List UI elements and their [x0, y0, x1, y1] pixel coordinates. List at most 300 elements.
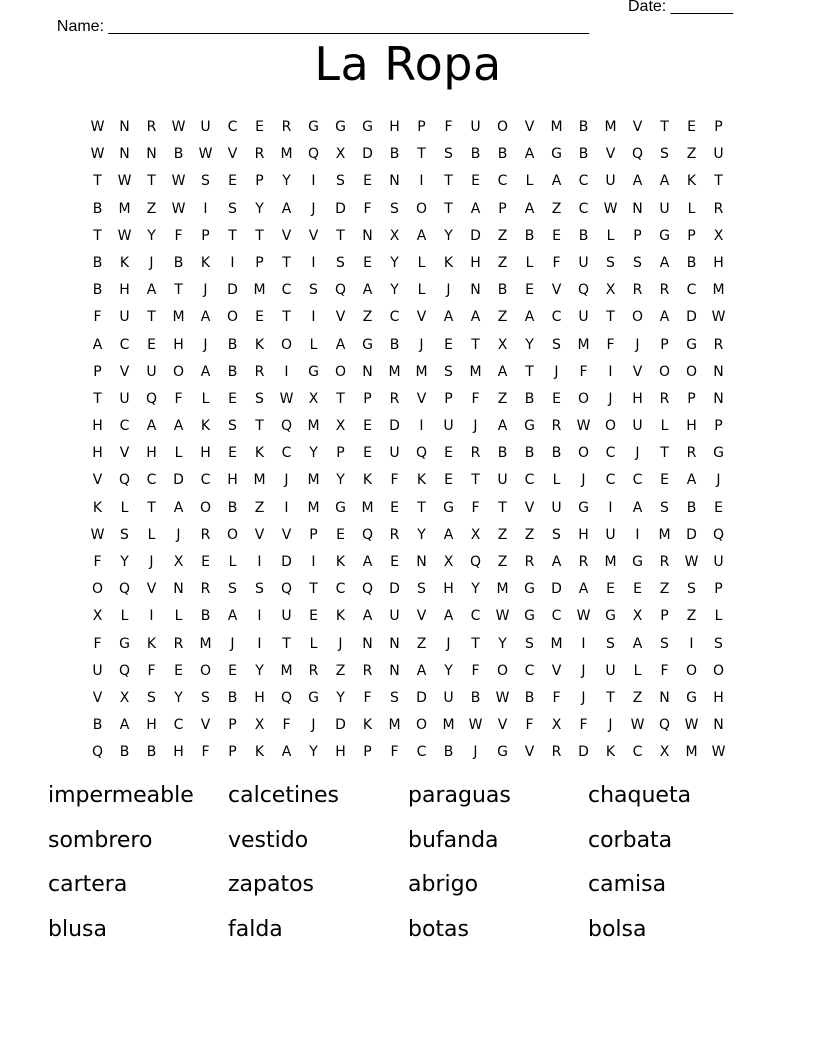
grid-letter: B: [443, 744, 454, 761]
grid-letter: R: [713, 200, 724, 217]
grid-letter: I: [149, 608, 154, 625]
grid-letter: A: [551, 173, 562, 190]
grid-letter: A: [578, 581, 589, 598]
grid-letter: R: [389, 390, 400, 407]
grid-letter: Q: [361, 526, 374, 543]
grid-letter: F: [363, 689, 372, 706]
grid-letter: H: [713, 254, 724, 271]
grid-letter: A: [524, 200, 535, 217]
grid-letter: J: [149, 254, 154, 271]
grid-letter: E: [363, 418, 372, 435]
grid-letter: S: [417, 581, 426, 598]
grid-letter: T: [471, 635, 480, 652]
grid-letter: D: [362, 146, 373, 163]
grid-letter: B: [92, 282, 103, 299]
grid-letter: G: [686, 336, 697, 353]
grid-letter: E: [390, 499, 399, 516]
grid-letter: K: [119, 254, 130, 271]
grid-letter: A: [686, 472, 697, 489]
word-bank-item: cartera: [48, 872, 128, 897]
grid-letter: B: [686, 254, 697, 271]
grid-letter: K: [200, 254, 211, 271]
grid-letter: C: [416, 744, 427, 761]
grid-letter: E: [633, 581, 642, 598]
grid-letter: T: [309, 581, 318, 598]
grid-letter: K: [362, 472, 373, 489]
grid-letter: U: [551, 499, 562, 516]
grid-letter: U: [281, 608, 292, 625]
grid-letter: F: [471, 499, 480, 516]
grid-letter: I: [311, 554, 316, 570]
grid-letter: U: [389, 445, 400, 462]
grid-letter: B: [119, 744, 130, 761]
grid-letter: U: [659, 200, 670, 217]
grid-letter: E: [228, 173, 237, 190]
grid-letter: O: [199, 499, 212, 516]
grid-letter: T: [282, 635, 291, 652]
grid-letter: R: [551, 418, 562, 435]
grid-letter: W: [576, 418, 591, 435]
grid-letter: M: [307, 472, 320, 489]
grid-letter: C: [146, 472, 157, 489]
grid-letter: X: [659, 744, 670, 761]
grid-letter: W: [198, 146, 213, 163]
grid-letter: S: [390, 689, 399, 706]
grid-letter: A: [632, 499, 643, 516]
grid-letter: B: [389, 336, 400, 353]
grid-letter: K: [254, 336, 265, 353]
grid-letter: R: [173, 635, 184, 652]
grid-letter: X: [335, 418, 346, 435]
grid-letter: G: [524, 581, 535, 598]
grid-letter: W: [711, 744, 726, 761]
grid-letter: V: [281, 526, 292, 543]
grid-letter: I: [311, 309, 316, 326]
grid-letter: V: [119, 445, 130, 462]
grid-letter: Q: [91, 744, 104, 761]
word-bank-item: calcetines: [228, 783, 339, 808]
grid-letter: W: [603, 200, 618, 217]
grid-letter: N: [119, 146, 130, 163]
grid-letter: I: [257, 554, 262, 570]
grid-letter: K: [92, 499, 103, 516]
grid-letter: J: [635, 445, 640, 462]
grid-letter: M: [388, 717, 401, 734]
grid-letter: L: [525, 173, 534, 190]
grid-letter: Y: [174, 689, 183, 706]
grid-letter: U: [443, 418, 454, 435]
grid-letter: C: [497, 173, 508, 190]
grid-letter: O: [415, 717, 428, 734]
grid-letter: S: [255, 390, 264, 407]
grid-letter: M: [577, 336, 590, 353]
grid-letter: M: [496, 581, 509, 598]
grid-letter: A: [443, 526, 454, 543]
grid-letter: R: [524, 554, 535, 570]
grid-letter: B: [686, 499, 697, 516]
grid-letter: W: [630, 717, 645, 734]
grid-letter: O: [91, 581, 104, 598]
grid-letter: E: [363, 254, 372, 271]
grid-letter: F: [201, 744, 210, 761]
grid-letter: L: [714, 608, 723, 625]
grid-letter: E: [444, 336, 453, 353]
grid-letter: S: [201, 689, 210, 706]
grid-letter: Z: [497, 227, 508, 244]
grid-letter: U: [605, 173, 616, 190]
grid-letter: P: [363, 390, 372, 407]
grid-letter: A: [524, 146, 535, 163]
grid-letter: Y: [498, 635, 507, 652]
grid-letter: Y: [120, 554, 129, 570]
grid-letter: X: [254, 717, 265, 734]
grid-letter: D: [335, 200, 346, 217]
word-bank-item: sombrero: [48, 827, 153, 853]
grid-letter: D: [686, 309, 697, 326]
grid-letter: V: [524, 499, 535, 516]
grid-letter: Z: [146, 200, 157, 217]
grid-letter: O: [280, 336, 293, 353]
grid-letter: Y: [525, 336, 534, 353]
grid-letter: A: [362, 608, 373, 625]
grid-letter: B: [227, 689, 238, 706]
grid-letter: W: [468, 717, 483, 734]
grid-letter: S: [687, 581, 696, 598]
grid-letter: A: [470, 309, 481, 326]
grid-letter: M: [685, 744, 698, 761]
grid-letter: L: [309, 635, 318, 652]
grid-letter: Q: [334, 282, 347, 299]
grid-letter: R: [659, 282, 670, 299]
grid-letter: C: [119, 418, 130, 435]
grid-letter: K: [416, 472, 427, 489]
grid-letter: V: [146, 581, 157, 598]
grid-letter: B: [470, 689, 481, 706]
grid-letter: O: [658, 363, 671, 380]
grid-letter: O: [334, 363, 347, 380]
grid-letter: P: [228, 717, 237, 734]
grid-letter: U: [578, 309, 589, 326]
grid-letter: S: [228, 200, 237, 217]
grid-letter: F: [444, 119, 453, 135]
grid-letter: C: [632, 472, 643, 489]
grid-letter: F: [471, 662, 480, 679]
grid-letter: F: [525, 717, 534, 734]
grid-letter: Y: [255, 662, 264, 679]
grid-letter: O: [496, 119, 509, 135]
grid-letter: J: [608, 390, 613, 407]
grid-letter: F: [363, 200, 372, 217]
grid-letter: O: [496, 662, 509, 679]
grid-letter: M: [442, 717, 455, 734]
grid-letter: T: [255, 227, 264, 244]
grid-letter: Y: [471, 581, 480, 598]
grid-letter: E: [255, 119, 264, 135]
grid-letter: W: [117, 173, 132, 190]
grid-letter: P: [93, 363, 102, 380]
grid-letter: E: [255, 309, 264, 326]
grid-letter: G: [362, 119, 373, 135]
grid-letter: V: [551, 662, 562, 679]
grid-letter: M: [415, 363, 428, 380]
grid-letter: C: [227, 119, 238, 135]
grid-letter: Z: [254, 499, 265, 516]
grid-letter: C: [578, 200, 589, 217]
grid-letter: X: [470, 526, 481, 543]
grid-letter: G: [335, 119, 346, 135]
grid-letter: R: [686, 445, 697, 462]
grid-letter: H: [713, 689, 724, 706]
grid-letter: F: [552, 254, 561, 271]
grid-letter: T: [417, 499, 426, 516]
grid-letter: G: [335, 499, 346, 516]
grid-letter: M: [253, 472, 266, 489]
grid-letter: J: [473, 418, 478, 435]
grid-letter: B: [578, 146, 589, 163]
grid-letter: U: [119, 390, 130, 407]
grid-letter: C: [389, 309, 400, 326]
word-search-grid: [84, 114, 732, 762]
grid-letter: E: [660, 472, 669, 489]
grid-letter: Y: [390, 254, 399, 271]
grid-letter: M: [604, 119, 617, 135]
grid-letter: Y: [390, 282, 399, 299]
grid-letter: B: [524, 227, 535, 244]
grid-letter: R: [308, 662, 319, 679]
grid-letter: C: [551, 608, 562, 625]
grid-letter: I: [284, 499, 289, 516]
grid-letter: Q: [280, 581, 293, 598]
grid-letter: X: [551, 717, 562, 734]
grid-letter: C: [281, 282, 292, 299]
grid-letter: E: [174, 662, 183, 679]
grid-letter: R: [281, 119, 292, 135]
grid-letter: Q: [280, 689, 293, 706]
word-bank-item: camisa: [588, 872, 667, 897]
word-bank-item: impermeable: [48, 783, 194, 808]
grid-letter: J: [716, 472, 721, 489]
grid-letter: I: [311, 254, 316, 271]
grid-letter: I: [230, 254, 235, 271]
grid-letter: X: [497, 336, 508, 353]
grid-letter: D: [551, 581, 562, 598]
grid-letter: H: [92, 418, 103, 435]
grid-letter: A: [92, 336, 103, 353]
grid-letter: L: [525, 254, 534, 271]
grid-letter: L: [606, 227, 615, 244]
grid-letter: G: [497, 744, 508, 761]
grid-letter: M: [280, 662, 293, 679]
grid-letter: F: [390, 472, 399, 489]
grid-letter: O: [172, 363, 185, 380]
grid-letter: G: [632, 554, 643, 570]
grid-letter: B: [497, 146, 508, 163]
grid-letter: U: [443, 689, 454, 706]
grid-letter: K: [254, 744, 265, 761]
grid-letter: G: [308, 689, 319, 706]
grid-letter: R: [389, 526, 400, 543]
grid-letter: V: [335, 309, 346, 326]
grid-letter: C: [470, 608, 481, 625]
grid-letter: L: [174, 608, 183, 625]
grid-letter: X: [605, 282, 616, 299]
grid-letter: Z: [632, 689, 643, 706]
grid-letter: U: [389, 608, 400, 625]
grid-letter: B: [227, 499, 238, 516]
grid-letter: R: [146, 119, 157, 135]
grid-letter: P: [714, 418, 723, 435]
grid-letter: W: [576, 608, 591, 625]
grid-letter: F: [174, 227, 183, 244]
grid-letter: T: [336, 390, 345, 407]
grid-letter: Y: [282, 173, 291, 190]
grid-letter: V: [308, 227, 319, 244]
grid-letter: L: [552, 472, 561, 489]
grid-letter: K: [254, 445, 265, 462]
word-bank-item: vestido: [228, 827, 309, 853]
word-bank-item: bolsa: [588, 916, 647, 942]
grid-letter: W: [90, 119, 105, 135]
grid-letter: I: [608, 499, 613, 516]
grid-letter: Z: [497, 254, 508, 271]
grid-letter: D: [686, 526, 697, 543]
grid-letter: H: [335, 744, 346, 761]
grid-letter: Q: [118, 581, 131, 598]
grid-letter: S: [390, 200, 399, 217]
grid-letter: B: [146, 744, 157, 761]
grid-letter: F: [660, 662, 669, 679]
grid-letter: X: [92, 608, 103, 625]
grid-letter: S: [606, 635, 615, 652]
grid-letter: Z: [362, 309, 373, 326]
grid-letter: C: [632, 744, 643, 761]
grid-letter: X: [173, 554, 184, 570]
grid-letter: O: [577, 390, 590, 407]
grid-letter: O: [604, 418, 617, 435]
grid-letter: Q: [577, 282, 590, 299]
grid-letter: Z: [497, 554, 508, 570]
grid-letter: A: [659, 173, 670, 190]
grid-letter: V: [119, 363, 130, 380]
grid-letter: S: [660, 635, 669, 652]
grid-letter: B: [227, 363, 238, 380]
grid-letter: B: [173, 146, 184, 163]
grid-letter: W: [171, 200, 186, 217]
grid-letter: V: [281, 227, 292, 244]
grid-letter: S: [201, 173, 210, 190]
grid-letter: D: [389, 418, 400, 435]
grid-letter: R: [254, 363, 265, 380]
grid-letter: R: [551, 744, 562, 761]
grid-letter: C: [524, 472, 535, 489]
grid-letter: P: [309, 526, 318, 543]
grid-letter: T: [93, 390, 102, 407]
word-bank: [48, 780, 768, 958]
grid-letter: B: [578, 227, 589, 244]
grid-letter: H: [173, 336, 184, 353]
grid-letter: S: [120, 526, 129, 543]
grid-letter: Z: [497, 390, 508, 407]
grid-letter: J: [419, 336, 424, 353]
grid-letter: G: [524, 418, 535, 435]
grid-letter: H: [146, 445, 157, 462]
grid-letter: E: [390, 554, 399, 570]
grid-letter: H: [389, 119, 400, 135]
grid-letter: N: [389, 173, 400, 190]
grid-letter: M: [388, 363, 401, 380]
grid-letter: H: [578, 526, 589, 543]
grid-letter: X: [713, 227, 724, 244]
grid-letter: H: [146, 717, 157, 734]
grid-letter: A: [659, 254, 670, 271]
word-bank-item: chaqueta: [588, 783, 692, 808]
grid-letter: G: [551, 146, 562, 163]
grid-letter: P: [498, 200, 507, 217]
grid-letter: D: [416, 689, 427, 706]
grid-letter: R: [254, 146, 265, 163]
grid-letter: U: [146, 363, 157, 380]
grid-letter: L: [147, 526, 156, 543]
grid-letter: E: [228, 445, 237, 462]
grid-letter: M: [712, 282, 725, 299]
grid-letter: J: [635, 336, 640, 353]
grid-letter: M: [469, 363, 482, 380]
grid-letter: A: [281, 744, 292, 761]
grid-letter: P: [363, 744, 372, 761]
grid-letter: P: [417, 119, 426, 135]
grid-letter: K: [362, 717, 373, 734]
grid-letter: J: [581, 472, 586, 489]
grid-letter: C: [173, 717, 184, 734]
grid-letter: V: [632, 363, 643, 380]
grid-letter: R: [200, 581, 211, 598]
grid-letter: V: [416, 390, 427, 407]
grid-letter: R: [578, 554, 589, 570]
grid-letter: C: [551, 309, 562, 326]
grid-letter: E: [525, 282, 534, 299]
grid-letter: K: [686, 173, 697, 190]
grid-letter: A: [524, 309, 535, 326]
grid-letter: H: [92, 445, 103, 462]
grid-letter: P: [633, 227, 642, 244]
date-field-label: Date: _______: [628, 0, 733, 15]
grid-letter: T: [93, 227, 102, 244]
grid-letter: T: [525, 363, 534, 380]
grid-letter: A: [281, 200, 292, 217]
grid-letter: B: [578, 119, 589, 135]
grid-letter: W: [90, 526, 105, 543]
grid-letter: N: [389, 635, 400, 652]
grid-letter: A: [173, 499, 184, 516]
grid-letter: L: [417, 254, 426, 271]
grid-letter: G: [524, 608, 535, 625]
grid-letter: E: [606, 581, 615, 598]
grid-letter: E: [714, 499, 723, 516]
grid-letter: U: [497, 472, 508, 489]
grid-letter: P: [687, 390, 696, 407]
grid-letter: S: [336, 173, 345, 190]
grid-letter: O: [685, 363, 698, 380]
grid-letter: A: [443, 608, 454, 625]
grid-letter: K: [200, 418, 211, 435]
grid-letter: I: [419, 418, 424, 435]
grid-letter: A: [632, 173, 643, 190]
grid-letter: G: [713, 445, 724, 462]
grid-letter: A: [362, 282, 373, 299]
grid-letter: J: [311, 717, 316, 734]
grid-letter: K: [335, 608, 346, 625]
grid-letter: A: [173, 418, 184, 435]
